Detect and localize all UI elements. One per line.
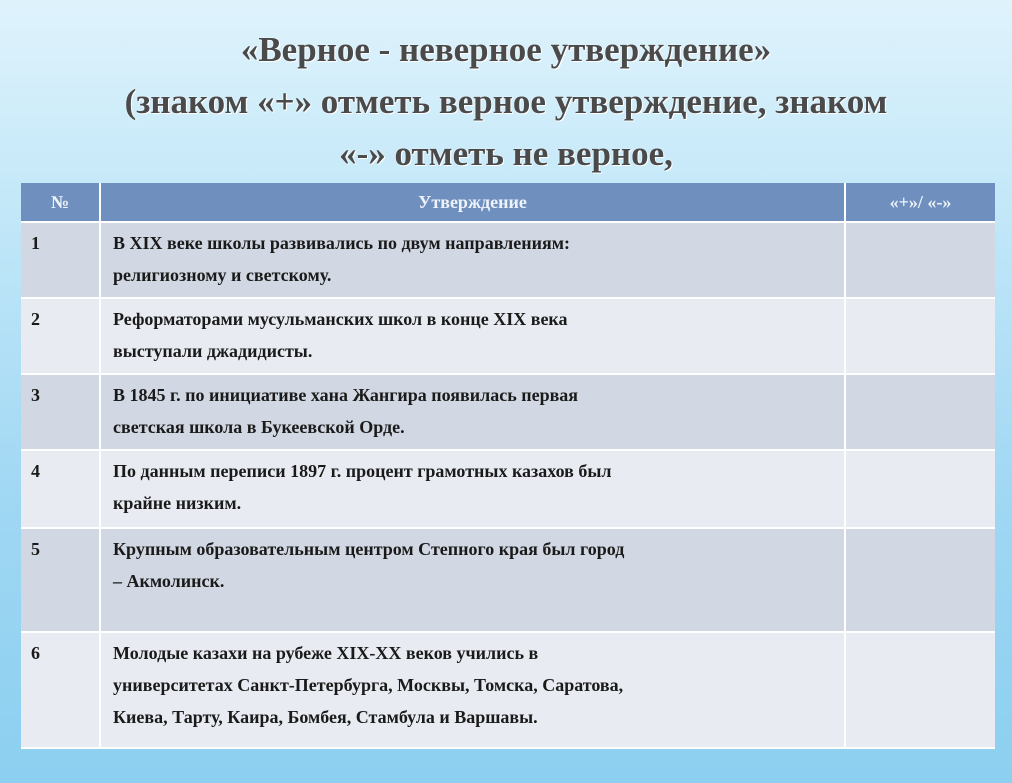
statement-line: Крупным образовательным центром Степного края был город xyxy=(113,539,625,559)
table-row xyxy=(21,528,995,632)
title-line-2: (знаком «+» отметь верное утверждение, знаком xyxy=(124,82,888,121)
table-row xyxy=(21,298,995,374)
row-statement xyxy=(100,222,845,298)
title-line-1: «Верное - неверное утверждение» xyxy=(240,30,772,69)
table-row xyxy=(21,374,995,450)
statement-line: По данным переписи 1897 г. процент грамотных казахов был xyxy=(113,461,612,481)
statement-line: религиозному и светскому. xyxy=(113,265,332,285)
row-number: 6 xyxy=(21,632,100,748)
row-mark-cell[interactable] xyxy=(845,632,995,748)
row-number: 2 xyxy=(21,298,100,374)
header-mark: «+»/ «-» xyxy=(845,183,995,222)
table-row xyxy=(21,450,995,528)
table-row xyxy=(21,222,995,298)
header-statement: Утверждение xyxy=(100,183,845,222)
header-number: № xyxy=(21,183,100,222)
statement-line: выступали джадидисты. xyxy=(113,341,313,361)
statements-table xyxy=(21,183,995,749)
statement-line: Молодые казахи на рубеже XIX-XX веков учились в xyxy=(113,643,539,663)
row-mark-cell[interactable] xyxy=(845,298,995,374)
row-number: 3 xyxy=(21,374,100,450)
statement-line: крайне низким. xyxy=(113,493,242,513)
statement-line: светская школа в Букеевской Орде. xyxy=(113,417,405,437)
table-row xyxy=(21,632,995,748)
row-number: 1 xyxy=(21,222,100,298)
row-statement xyxy=(100,528,845,632)
statement-line: В 1845 г. по инициативе хана Жангира появилась первая xyxy=(113,385,579,405)
statement-line: В XIX веке школы развивались по двум направлениям: xyxy=(113,233,570,253)
row-statement xyxy=(100,632,845,748)
row-number: 4 xyxy=(21,450,100,528)
statement-line: университетах Санкт-Петербурга, Москвы, Томска, Саратова, xyxy=(113,675,624,695)
row-statement xyxy=(100,374,845,450)
statement-line: – Акмолинск. xyxy=(113,571,225,591)
statement-line: Киева, Тарту, Каира, Бомбея, Стамбула и Варшавы. xyxy=(113,707,538,727)
slide-title xyxy=(0,24,1012,180)
row-mark-cell[interactable] xyxy=(845,222,995,298)
row-mark-cell[interactable] xyxy=(845,450,995,528)
row-number: 5 xyxy=(21,528,100,632)
row-statement xyxy=(100,450,845,528)
title-line-3: «-» отметь не верное, xyxy=(339,134,673,173)
table-header-row xyxy=(21,183,995,222)
row-mark-cell[interactable] xyxy=(845,374,995,450)
row-mark-cell[interactable] xyxy=(845,528,995,632)
statement-line: Реформаторами мусульманских школ в конце XIX века xyxy=(113,309,568,329)
row-statement xyxy=(100,298,845,374)
